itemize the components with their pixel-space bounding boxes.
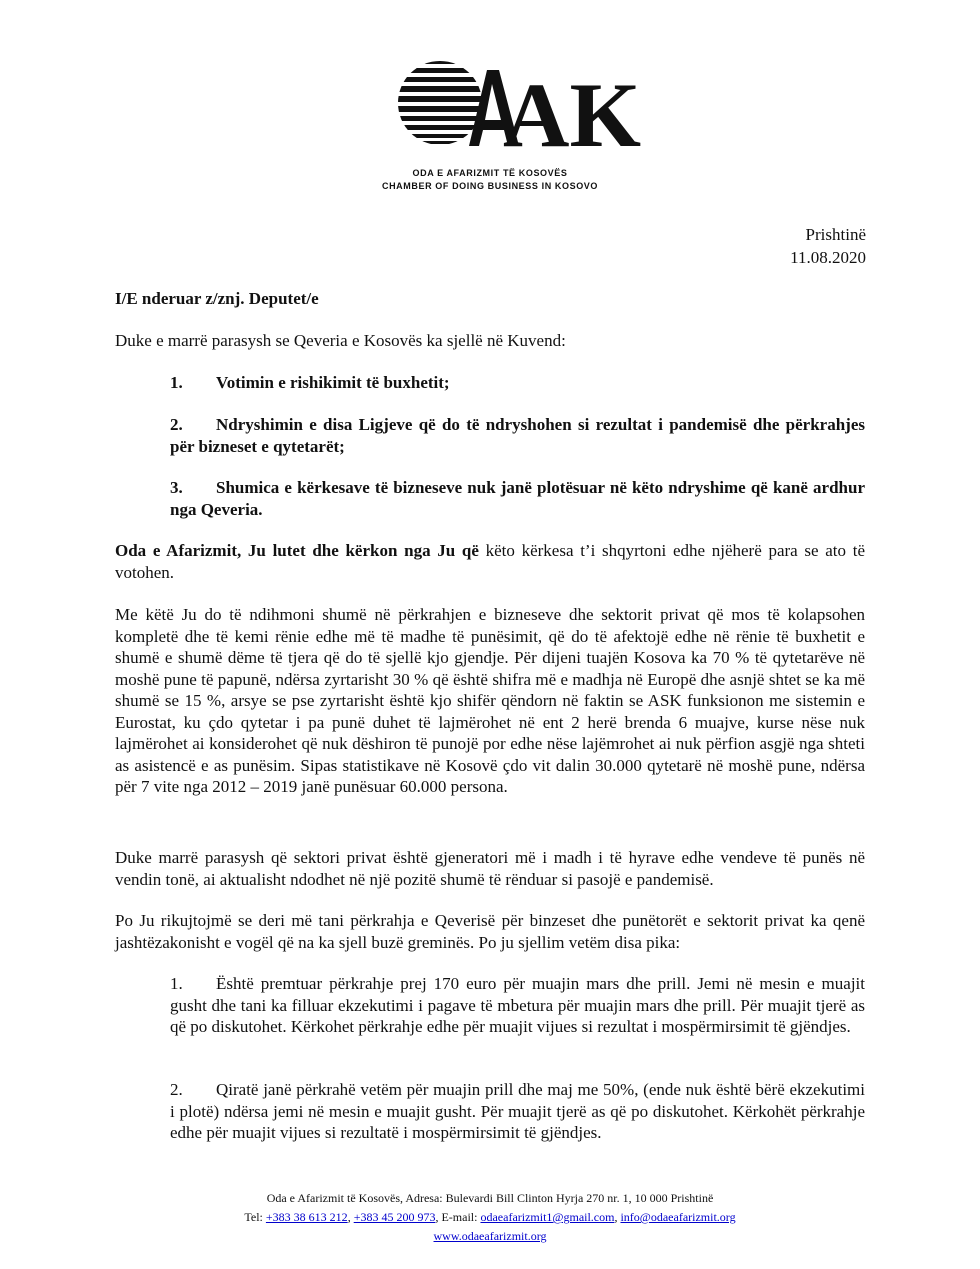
phone-link-2[interactable]: +383 45 200 973 <box>353 1210 436 1224</box>
footer-address: Oda e Afarizmit të Kosovës, Adresa: Bulevardi Bill Clinton Hyrja 270 nr. 1, 10 000 Prishtinë <box>266 1191 714 1205</box>
intro-paragraph: Duke e marrë parasysh se Qeveria e Kosovës ka sjellë në Kuvend: <box>115 331 566 350</box>
footer-website <box>0 1228 980 1244</box>
org-name-albanian: ODA E AFARIZMIT TË KOSOVËS <box>412 168 568 178</box>
remind-paragraph: Po Ju rikujtojmë se deri më tani përkrahja e Qeverisë për binzeset dhe punëtorët e sektorit privat ka qenë jashtëzakonisht e vogël që na ka sjell buzë greminës. Po ju sjellim vetëm disa pika: <box>115 911 865 952</box>
bold-list-item <box>170 372 865 394</box>
point-item <box>170 973 865 1038</box>
place: Prishtinë <box>805 225 866 244</box>
place-date-block <box>790 223 866 269</box>
logo-letters: AK <box>503 64 641 166</box>
globe-logo-icon <box>395 48 641 166</box>
point-number: 2. <box>170 1080 183 1099</box>
email-link-1[interactable]: odaeafarizmit1@gmail.com <box>480 1210 615 1224</box>
list-text: Ndryshimin e disa Ligjeve që do të ndryshohen si rezultat i pandemisë dhe përkrahjes për bizneset e qytetarët; <box>170 415 865 456</box>
main-paragraph: Me këtë Ju do të ndihmoni shumë në përkrahjen e bizneseve dhe sektorit privat që mos të kolapsohen kompletë dhe të kemi rënie edhe më të madhe të punësimit, që do të afektojë edhe në rënie të buxhetit e shumë e shumë dëme të tjera që do të sjellë kjo gjendje. Për dijeni tuajën Kosova ka 70 % të qytetarëve në moshë pune të papunë, ndërsa zyrtarisht 30 % që është shifra më e madhja në Europë dhe asnjë shtet se ka më shumë se 15 %, arsye se pse zyrtarisht është kjo shifër qëndorn në faktin se ASK funksionon me sistemin e Eurostat, ku çdo qytetar i pa punë duhet të lajmërohet në ent 2 herë brenda 6 muajve, kurse nëse nuk lajmërohet ai konsiderohet që nuk dëshiron të punojë por edhe nëse lajëmrohet ai nuk përfion asgjë nga shteti as asistencë e as punësim. Sipas statistikave në Kosovë çdo vit dalin 30.000 qytetarë në moshë pune, ndërsa për 7 vite nga 2012 – 2019 janë punësuar 60.000 persona. <box>115 605 865 796</box>
generator-paragraph: Duke marrë parasysh që sektori privat është gjeneratori më i madh i të hyrave edhe vendeve të punës në vendin tonë, ai aktualisht ndodhet në një pozitë shumë të rënduar si pasojë e pandemisë. <box>115 848 865 889</box>
separator: , <box>614 1210 621 1224</box>
list-number: 1. <box>170 373 183 392</box>
bold-list-item <box>170 414 865 457</box>
salutation: I/E nderuar z/znj. Deputet/e <box>115 289 319 308</box>
bold-list-item <box>170 477 865 520</box>
tel-label: Tel: <box>244 1210 266 1224</box>
chamber-logo <box>395 48 641 166</box>
point-number: 1. <box>170 974 183 993</box>
point-item <box>170 1079 865 1144</box>
phone-link-1[interactable]: +383 38 613 212 <box>265 1210 348 1224</box>
list-text: Votimin e rishikimit të buxhetit; <box>216 373 450 392</box>
list-number: 2. <box>170 415 183 434</box>
footer-contacts <box>0 1209 980 1225</box>
point-text: Është premtuar përkrahje prej 170 euro për muajin mars dhe prill. Jemi në mesin e muajit gusht dhe tani ka filluar ekzekutimi i pagave të mbetura për muajin mars dhe prill. Për muajit tjerë as që po diskutohet. Kërkohet përkrahje edhe për muajit vijues si rezultat i mospërmirsimit të gjëndjes. <box>170 974 865 1036</box>
separator: , <box>347 1210 354 1224</box>
email-link-2[interactable]: info@odaeafarizmit.org <box>620 1210 736 1224</box>
list-text: Shumica e kërkesave të bizneseve nuk janë plotësuar në këto ndryshime që kanë ardhur nga Qeveria. <box>170 478 865 519</box>
org-name-english: CHAMBER OF DOING BUSINESS IN KOSOVO <box>381 181 599 191</box>
request-paragraph <box>115 540 865 583</box>
website-link[interactable]: www.odaeafarizmit.org <box>433 1229 547 1243</box>
date: 11.08.2020 <box>790 248 866 267</box>
point-text: Qiratë janë përkrahë vetëm për muajin prill dhe maj me 50%, (ende nuk është bërë ekzekutimi i plotë) ndërsa jemi në mesin e muajit gusht. Për muajit tjerë as që po diskutohet. Kërkohët përkrahje edhe për muajit vijues si rezultatë i mospërmirsimit të gjëndjes. <box>170 1080 865 1142</box>
email-label: , E-mail: <box>435 1210 481 1224</box>
list-number: 3. <box>170 478 183 497</box>
request-bold: Oda e Afarizmit, Ju lutet dhe kërkon nga Ju që <box>115 541 479 560</box>
request-rest: këto kërkesa t’i shqyrtoni edhe njëherë para se ato të votohen. <box>115 541 865 582</box>
